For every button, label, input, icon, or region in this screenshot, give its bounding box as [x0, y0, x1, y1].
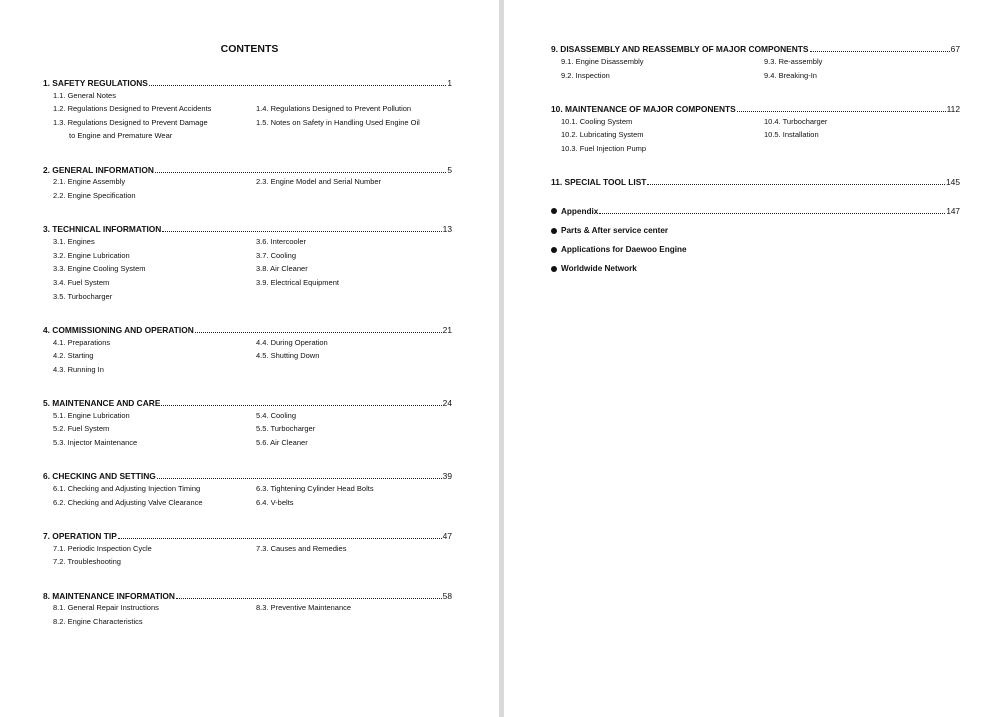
toc-item[interactable]: 9.2. Inspection — [561, 71, 610, 80]
section-title: 3. TECHNICAL INFORMATION — [43, 224, 162, 234]
page-number: 24 — [442, 398, 452, 408]
leader-dots — [176, 598, 442, 599]
section-9-heading[interactable] — [551, 42, 960, 54]
section-title: 2. GENERAL INFORMATION — [43, 165, 154, 175]
toc-item[interactable]: 3.3. Engine Cooling System — [53, 264, 146, 273]
page-number: 13 — [442, 224, 452, 234]
page-number: 147 — [946, 207, 960, 216]
bullet-icon — [551, 208, 557, 214]
section-title: 8. MAINTENANCE INFORMATION — [43, 591, 175, 601]
toc-item[interactable]: 4.2. Starting — [53, 351, 94, 360]
toc-item[interactable]: 3.6. Intercooler — [256, 237, 307, 246]
leader-dots — [149, 85, 446, 86]
leader-dots — [647, 184, 945, 185]
leader-dots — [737, 111, 946, 112]
appendix-item-parts[interactable] — [551, 226, 668, 235]
section-6-heading[interactable] — [43, 469, 452, 481]
page-number: 39 — [442, 471, 452, 481]
toc-item-continuation[interactable]: to Engine and Premature Wear — [69, 131, 173, 140]
page-number: 67 — [950, 44, 960, 54]
toc-item[interactable]: 1.2. Regulations Designed to Prevent Accidents — [53, 104, 212, 113]
section-3-heading[interactable] — [43, 222, 452, 234]
appendix-title: Appendix — [561, 207, 599, 216]
section-1-heading[interactable] — [43, 76, 452, 88]
section-title: 11. SPECIAL TOOL LIST — [551, 177, 647, 187]
toc-item[interactable]: 3.5. Turbocharger — [53, 292, 113, 301]
appendix-item-network[interactable] — [551, 264, 637, 273]
page-number: 145 — [946, 177, 960, 187]
toc-item[interactable]: 2.1. Engine Assembly — [53, 177, 126, 186]
appendix-item-applications[interactable] — [551, 245, 687, 254]
leader-dots — [162, 231, 441, 232]
bullet-icon — [551, 247, 557, 253]
appendix-item-label: Parts & After service center — [561, 226, 669, 235]
section-title: 9. DISASSEMBLY AND REASSEMBLY OF MAJOR COMPONENTS — [551, 44, 809, 54]
page-number: 47 — [442, 531, 452, 541]
toc-item[interactable]: 2.2. Engine Specification — [53, 191, 136, 200]
toc-item[interactable]: 10.2. Lubricating System — [561, 130, 644, 139]
toc-item[interactable]: 3.8. Air Cleaner — [256, 264, 308, 273]
leader-dots — [810, 51, 950, 52]
section-title: 10. MAINTENANCE OF MAJOR COMPONENTS — [551, 104, 736, 114]
toc-item[interactable]: 8.2. Engine Characteristics — [53, 617, 143, 626]
toc-item[interactable]: 9.3. Re-assembly — [764, 57, 823, 66]
left-page — [0, 0, 499, 717]
section-title: 6. CHECKING AND SETTING — [43, 471, 156, 481]
section-2-heading[interactable] — [43, 163, 452, 175]
bullet-icon — [551, 228, 557, 234]
section-11-heading[interactable] — [551, 175, 960, 187]
toc-item[interactable]: 10.5. Installation — [764, 130, 819, 139]
section-title: 5. MAINTENANCE AND CARE — [43, 398, 161, 408]
page-number: 58 — [442, 591, 452, 601]
section-7-heading[interactable] — [43, 529, 452, 541]
toc-item[interactable]: 9.4. Breaking-In — [764, 71, 817, 80]
toc-item[interactable]: 10.3. Fuel Injection Pump — [561, 144, 647, 153]
toc-item[interactable]: 4.5. Shutting Down — [256, 351, 320, 360]
section-5-heading[interactable] — [43, 396, 452, 408]
toc-item[interactable]: 7.3. Causes and Remedies — [256, 544, 347, 553]
toc-item[interactable]: 5.2. Fuel System — [53, 424, 110, 433]
toc-item[interactable]: 7.1. Periodic Inspection Cycle — [53, 544, 152, 553]
toc-item[interactable]: 6.3. Tightening Cylinder Head Bolts — [256, 484, 374, 493]
page-number: 112 — [946, 104, 960, 114]
toc-item[interactable]: 3.2. Engine Lubrication — [53, 251, 130, 260]
toc-item[interactable]: 2.3. Engine Model and Serial Number — [256, 177, 382, 186]
contents-title: CONTENTS — [220, 43, 279, 55]
toc-item[interactable]: 8.1. General Repair Instructions — [53, 603, 159, 612]
toc-item[interactable]: 6.1. Checking and Adjusting Injection Timing — [53, 484, 201, 493]
section-4-heading[interactable] — [43, 323, 452, 335]
appendix-heading[interactable] — [551, 204, 960, 216]
toc-item[interactable]: 5.5. Turbocharger — [256, 424, 316, 433]
toc-item[interactable]: 6.4. V-belts — [256, 498, 294, 507]
toc-item[interactable]: 1.3. Regulations Designed to Prevent Damage — [53, 118, 208, 127]
leader-dots — [161, 405, 441, 406]
toc-item[interactable]: 1.4. Regulations Designed to Prevent Pollution — [256, 104, 412, 113]
toc-item[interactable]: 9.1. Engine Disassembly — [561, 57, 644, 66]
toc-item[interactable]: 3.9. Electrical Equipment — [256, 278, 339, 287]
toc-item[interactable]: 3.7. Cooling — [256, 251, 297, 260]
appendix-item-label: Worldwide Network — [561, 264, 637, 273]
toc-item[interactable]: 3.4. Fuel System — [53, 278, 110, 287]
appendix-item-label: Applications for Daewoo Engine — [561, 245, 687, 254]
page-number: 5 — [447, 165, 452, 175]
leader-dots — [157, 478, 442, 479]
toc-item[interactable]: 5.1. Engine Lubrication — [53, 411, 130, 420]
section-title: 7. OPERATION TIP — [43, 531, 117, 541]
toc-item[interactable]: 4.4. During Operation — [256, 338, 328, 347]
section-title: 4. COMMISSIONING AND OPERATION — [43, 325, 194, 335]
toc-item[interactable]: 10.1. Cooling System — [561, 117, 633, 126]
toc-item[interactable]: 10.4. Turbocharger — [764, 117, 828, 126]
toc-item[interactable]: 3.1. Engines — [53, 237, 95, 246]
page-number: 1 — [447, 78, 452, 88]
toc-item[interactable]: 5.3. Injector Maintenance — [53, 438, 138, 447]
right-page — [504, 0, 1008, 717]
leader-dots — [599, 213, 945, 214]
toc-item[interactable]: 6.2. Checking and Adjusting Valve Clearance — [53, 498, 203, 507]
toc-item[interactable]: 5.4. Cooling — [256, 411, 297, 420]
toc-item[interactable]: 4.1. Preparations — [53, 338, 111, 347]
toc-item[interactable]: 8.3. Preventive Maintenance — [256, 603, 352, 612]
toc-item[interactable]: 1.1. General Notes — [53, 91, 116, 100]
toc-item[interactable]: 5.6. Air Cleaner — [256, 438, 308, 447]
toc-item[interactable]: 7.2. Troubleshooting — [53, 557, 121, 566]
section-10-heading[interactable] — [551, 102, 960, 114]
leader-dots — [118, 538, 442, 539]
section-8-heading[interactable] — [43, 589, 452, 601]
section-title: 1. SAFETY REGULATIONS — [43, 78, 148, 88]
toc-item[interactable]: 1.5. Notes on Safety in Handling Used Engine Oil — [256, 118, 420, 127]
leader-dots — [195, 332, 442, 333]
toc-item[interactable]: 4.3. Running In — [53, 365, 104, 374]
leader-dots — [155, 172, 446, 173]
page-number: 21 — [442, 325, 452, 335]
bullet-icon — [551, 266, 557, 272]
